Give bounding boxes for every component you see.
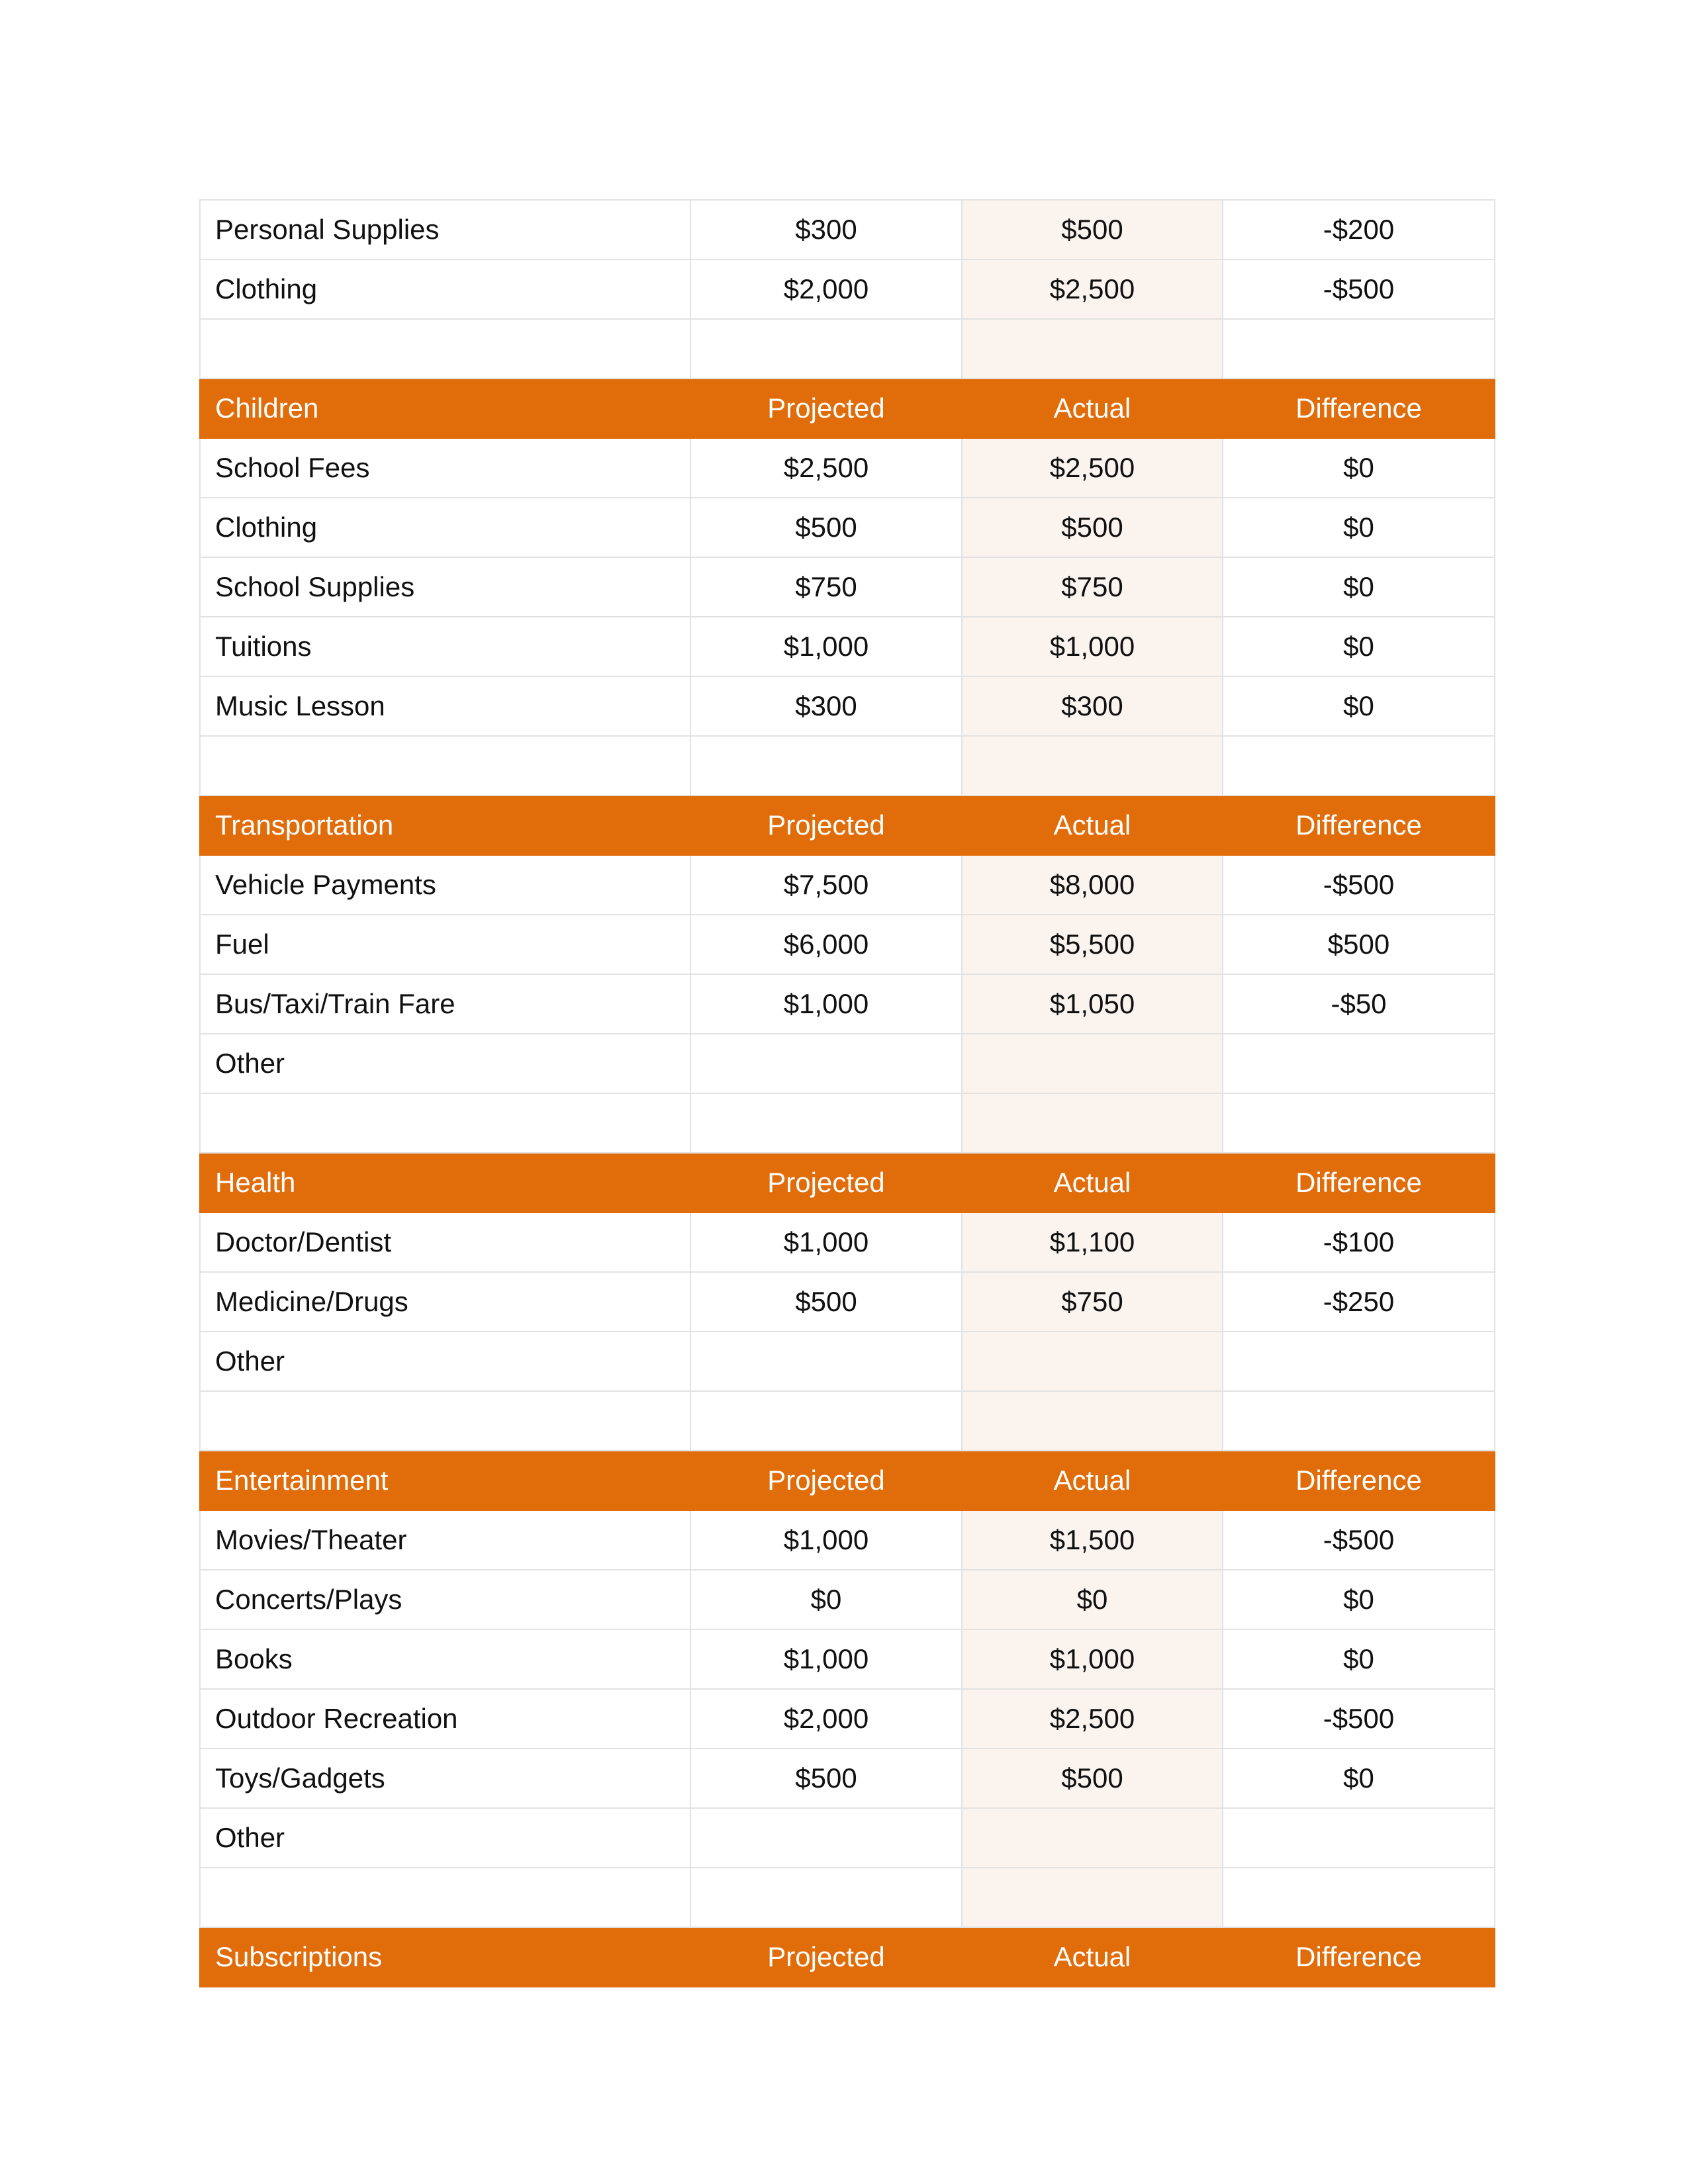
table-row (200, 438, 1495, 498)
column-header-difference: Difference (1223, 796, 1495, 855)
difference-cell: $0 (1223, 676, 1495, 736)
category-label: Clothing (200, 498, 690, 557)
category-label: Personal Supplies (200, 200, 690, 259)
section-title: Subscriptions (200, 1927, 690, 1987)
difference-cell (1223, 1808, 1495, 1868)
empty-cell (690, 1093, 962, 1153)
actual-cell: $750 (962, 1272, 1223, 1332)
table-row (200, 1749, 1495, 1808)
table-row (200, 1570, 1495, 1629)
column-header-projected: Projected (690, 1153, 962, 1212)
actual-cell: $300 (962, 676, 1223, 736)
actual-cell: $1,500 (962, 1510, 1223, 1570)
column-header-actual: Actual (962, 796, 1223, 855)
section-header-row (200, 379, 1495, 438)
category-label: Movies/Theater (200, 1510, 690, 1570)
category-label: Toys/Gadgets (200, 1749, 690, 1808)
projected-cell: $500 (690, 498, 962, 557)
actual-cell: $500 (962, 1749, 1223, 1808)
table-row (200, 200, 1495, 259)
projected-cell: $6,000 (690, 915, 962, 974)
empty-cell (200, 1093, 690, 1153)
column-header-difference: Difference (1223, 1451, 1495, 1510)
column-header-difference: Difference (1223, 1153, 1495, 1212)
spacer-row (200, 736, 1495, 796)
section-header-row (200, 1927, 1495, 1987)
section-title: Health (200, 1153, 690, 1212)
table-row (200, 676, 1495, 736)
projected-cell: $1,000 (690, 617, 962, 676)
difference-cell: $0 (1223, 1629, 1495, 1689)
category-label: Tuitions (200, 617, 690, 676)
actual-cell: $750 (962, 557, 1223, 617)
actual-cell: $5,500 (962, 915, 1223, 974)
column-header-actual: Actual (962, 379, 1223, 438)
empty-cell (200, 736, 690, 796)
actual-cell (962, 1332, 1223, 1391)
column-header-projected: Projected (690, 1451, 962, 1510)
projected-cell: $1,000 (690, 1510, 962, 1570)
difference-cell: -$500 (1223, 259, 1495, 319)
empty-cell (690, 1391, 962, 1451)
actual-cell: $500 (962, 498, 1223, 557)
column-header-difference: Difference (1223, 379, 1495, 438)
section-header-row (200, 796, 1495, 855)
table-row (200, 1212, 1495, 1272)
table-row (200, 1510, 1495, 1570)
actual-cell (962, 1034, 1223, 1093)
category-label: Vehicle Payments (200, 855, 690, 915)
difference-cell: $0 (1223, 438, 1495, 498)
actual-cell: $0 (962, 1570, 1223, 1629)
actual-cell: $2,500 (962, 438, 1223, 498)
table-row (200, 557, 1495, 617)
projected-cell: $1,000 (690, 1629, 962, 1689)
projected-cell: $7,500 (690, 855, 962, 915)
category-label: Music Lesson (200, 676, 690, 736)
table-row (200, 1689, 1495, 1749)
category-label: Concerts/Plays (200, 1570, 690, 1629)
actual-cell: $1,000 (962, 617, 1223, 676)
category-label: Doctor/Dentist (200, 1212, 690, 1272)
empty-cell (1223, 1868, 1495, 1927)
empty-cell (690, 736, 962, 796)
section-title: Entertainment (200, 1451, 690, 1510)
empty-cell (962, 1391, 1223, 1451)
category-label: School Supplies (200, 557, 690, 617)
actual-cell (962, 1808, 1223, 1868)
projected-cell: $1,000 (690, 974, 962, 1034)
empty-cell (1223, 1093, 1495, 1153)
empty-cell (1223, 1391, 1495, 1451)
column-header-actual: Actual (962, 1153, 1223, 1212)
difference-cell: -$100 (1223, 1212, 1495, 1272)
projected-cell (690, 1034, 962, 1093)
budget-table-body (200, 200, 1495, 1987)
table-row (200, 1272, 1495, 1332)
projected-cell: $300 (690, 676, 962, 736)
empty-cell (200, 1868, 690, 1927)
section-header-row (200, 1153, 1495, 1212)
category-label: Books (200, 1629, 690, 1689)
actual-cell: $1,100 (962, 1212, 1223, 1272)
spacer-row (200, 319, 1495, 379)
difference-cell: $0 (1223, 498, 1495, 557)
projected-cell: $500 (690, 1272, 962, 1332)
category-label: Outdoor Recreation (200, 1689, 690, 1749)
section-header-row (200, 1451, 1495, 1510)
table-row (200, 915, 1495, 974)
table-row (200, 498, 1495, 557)
spacer-row (200, 1391, 1495, 1451)
table-row (200, 259, 1495, 319)
projected-cell: $2,000 (690, 1689, 962, 1749)
difference-cell: -$500 (1223, 1689, 1495, 1749)
empty-cell (962, 1093, 1223, 1153)
projected-cell: $300 (690, 200, 962, 259)
spacer-row (200, 1093, 1495, 1153)
category-label: Medicine/Drugs (200, 1272, 690, 1332)
empty-cell (1223, 319, 1495, 379)
difference-cell (1223, 1332, 1495, 1391)
column-header-difference: Difference (1223, 1927, 1495, 1987)
empty-cell (200, 319, 690, 379)
actual-cell: $1,000 (962, 1629, 1223, 1689)
difference-cell: -$200 (1223, 200, 1495, 259)
difference-cell: $0 (1223, 1749, 1495, 1808)
difference-cell: $0 (1223, 557, 1495, 617)
budget-table (199, 199, 1495, 1987)
table-row (200, 617, 1495, 676)
actual-cell: $8,000 (962, 855, 1223, 915)
actual-cell: $2,500 (962, 1689, 1223, 1749)
difference-cell: -$50 (1223, 974, 1495, 1034)
projected-cell: $750 (690, 557, 962, 617)
table-row (200, 855, 1495, 915)
table-row (200, 1332, 1495, 1391)
empty-cell (200, 1391, 690, 1451)
difference-cell: -$500 (1223, 1510, 1495, 1570)
projected-cell: $0 (690, 1570, 962, 1629)
category-label: Bus/Taxi/Train Fare (200, 974, 690, 1034)
difference-cell: -$250 (1223, 1272, 1495, 1332)
actual-cell: $2,500 (962, 259, 1223, 319)
category-label: Other (200, 1332, 690, 1391)
empty-cell (690, 319, 962, 379)
empty-cell (962, 1868, 1223, 1927)
category-label: Fuel (200, 915, 690, 974)
category-label: School Fees (200, 438, 690, 498)
table-row (200, 1808, 1495, 1868)
column-header-actual: Actual (962, 1927, 1223, 1987)
column-header-projected: Projected (690, 796, 962, 855)
projected-cell (690, 1808, 962, 1868)
actual-cell: $500 (962, 200, 1223, 259)
section-title: Transportation (200, 796, 690, 855)
table-row (200, 1629, 1495, 1689)
table-row (200, 1034, 1495, 1093)
category-label: Other (200, 1034, 690, 1093)
difference-cell: $500 (1223, 915, 1495, 974)
section-title: Children (200, 379, 690, 438)
column-header-actual: Actual (962, 1451, 1223, 1510)
difference-cell (1223, 1034, 1495, 1093)
difference-cell: $0 (1223, 617, 1495, 676)
category-label: Clothing (200, 259, 690, 319)
projected-cell: $500 (690, 1749, 962, 1808)
actual-cell: $1,050 (962, 974, 1223, 1034)
difference-cell: $0 (1223, 1570, 1495, 1629)
table-row (200, 974, 1495, 1034)
empty-cell (1223, 736, 1495, 796)
projected-cell: $2,000 (690, 259, 962, 319)
category-label: Other (200, 1808, 690, 1868)
column-header-projected: Projected (690, 379, 962, 438)
empty-cell (690, 1868, 962, 1927)
projected-cell: $2,500 (690, 438, 962, 498)
spacer-row (200, 1868, 1495, 1927)
column-header-projected: Projected (690, 1927, 962, 1987)
empty-cell (962, 319, 1223, 379)
difference-cell: -$500 (1223, 855, 1495, 915)
projected-cell (690, 1332, 962, 1391)
empty-cell (962, 736, 1223, 796)
projected-cell: $1,000 (690, 1212, 962, 1272)
